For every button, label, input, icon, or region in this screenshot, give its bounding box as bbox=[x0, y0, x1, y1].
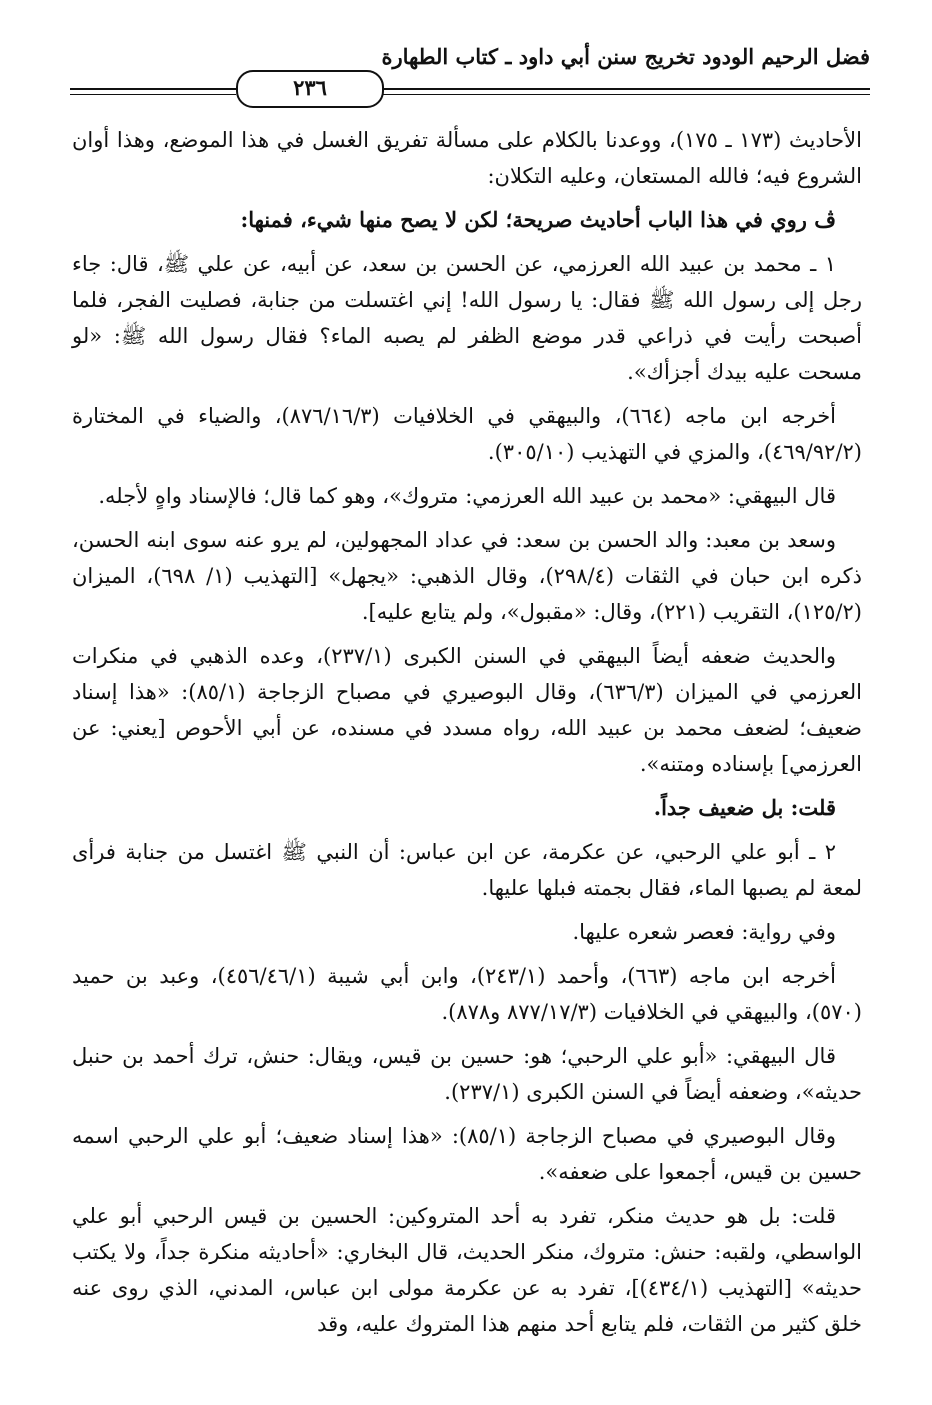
paragraph: قلت: بل هو حديث منكر، تفرد به أحد المتروكين: الحسين بن قيس الرحبي أبو علي الواسطي، ولقبه: حنش: متروك، منكر الحديث، قال البخاري: «أحاديثه منكرة جداً، ولا يكتب حديثه» [التهذيب (٤٣٤/١)]، تفرد به عن عكرمة مولى ابن عباس، المدني، الذي روى عنه خلق كثير من الثقات، فلم يتابع أحد منهم هذا المتروك عليه، وقد bbox=[72, 1204, 862, 1336]
page-header bbox=[70, 28, 870, 108]
running-title: فضل الرحيم الودود تخريج سنن أبي داود ـ كتاب الطهارة bbox=[381, 44, 870, 69]
paragraph: الأحاديث (١٧٣ ـ ١٧٥)، ووعدنا بالكلام على مسألة تفريق الغسل في هذا الموضع، وهذا أوان الشروع فيه؛ فالله المستعان، وعليه التكلان: bbox=[72, 128, 862, 188]
paragraph: وفي رواية: فعصر شعره عليها. bbox=[572, 920, 836, 944]
paragraph: ١ ـ محمد بن عبيد الله العرزمي، عن الحسن بن سعد، عن أبيه، عن علي ﷺ، قال: جاء رجل إلى رسول الله ﷺ فقال: يا رسول الله! إني اغتسلت من جنابة، فصليت الفجر، فلما أصبحت رأيت في ذراعي قدر موضع الظفر لم يصبه الماء؟ فقال رسول الله ﷺ: «لو مسحت عليه بيدك أجزأك». bbox=[72, 252, 862, 384]
paragraph: قال البيهقي: «محمد بن عبيد الله العرزمي: متروك»، وهو كما قال؛ فالإسناد واهٍ لأجله. bbox=[98, 484, 836, 508]
header-rule-left-thin bbox=[70, 94, 236, 95]
paragraph: ڤ روي في هذا الباب أحاديث صريحة؛ لكن لا يصح منها شيء، فمنها: bbox=[240, 207, 836, 232]
paragraph: قال البيهقي: «أبو علي الرحبي؛ هو: حسين بن قيس، ويقال: حنش، ترك أحمد بن حنبل حديثه»، وضعفه أيضاً في السنن الكبرى (٢٣٧/١). bbox=[72, 1044, 862, 1104]
paragraph: قلت: بل ضعيف جداً. bbox=[653, 795, 836, 820]
page-number: ٢٣٦ bbox=[293, 75, 327, 100]
page-number-badge bbox=[236, 70, 384, 108]
paragraph: وسعد بن معبد: والد الحسن بن سعد: في عداد المجهولين، لم يرو عنه سوى ابنه الحسن، ذكره ابن حبان في الثقات (٢٩٨/٤)، وقال الذهبي: «يجهل» [التهذيب (١/ ٦٩٨)، الميزان (١٢٥/٢)، التقريب (٢٢١)، وقال: «مقبول»، ولم يتابع عليه]. bbox=[72, 528, 862, 624]
page-body bbox=[72, 122, 862, 1350]
paragraph: أخرجه ابن ماجه (٦٦٣)، وأحمد (٢٤٣/١)، وابن أبي شيبة (٤٥٦/٤٦/١)، وعبد بن حميد (٥٧٠)، والبيهقي في الخلافيات (٨٧٧/١٧/٣ و٨٧٨). bbox=[72, 964, 862, 1024]
paragraph: أخرجه ابن ماجه (٦٦٤)، والبيهقي في الخلافيات (٨٧٦/١٦/٣)، والضياء في المختارة (٤٦٩/٩٢/٢)، والمزي في التهذيب (٣٠٥/١٠). bbox=[72, 404, 862, 464]
header-rule-right bbox=[380, 88, 870, 90]
header-rule-left bbox=[70, 88, 236, 90]
header-rule-right-thin bbox=[380, 94, 870, 95]
paragraph: وقال البوصيري في مصباح الزجاجة (٨٥/١): «هذا إسناد ضعيف؛ أبو علي الرحبي اسمه حسين بن قيس، أجمعوا على ضعفه». bbox=[72, 1124, 862, 1184]
paragraph: ٢ ـ أبو علي الرحبي، عن عكرمة، عن ابن عباس: أن النبي ﷺ اغتسل من جنابة فرأى لمعة لم يصبها الماء، فقال بجمته فبلها عليها. bbox=[72, 840, 862, 900]
paragraph: والحديث ضعفه أيضاً البيهقي في السنن الكبرى (٢٣٧/١)، وعده الذهبي في منكرات العرزمي في الميزان (٦٣٦/٣)، وقال البوصيري في مصباح الزجاجة (٨٥/١): «هذا إسناد ضعيف؛ لضعف محمد بن عبيد الله، رواه مسدد في مسنده، عن أبي الأحوص [يعني: عن العرزمي] بإسناده ومتنه». bbox=[72, 644, 862, 776]
